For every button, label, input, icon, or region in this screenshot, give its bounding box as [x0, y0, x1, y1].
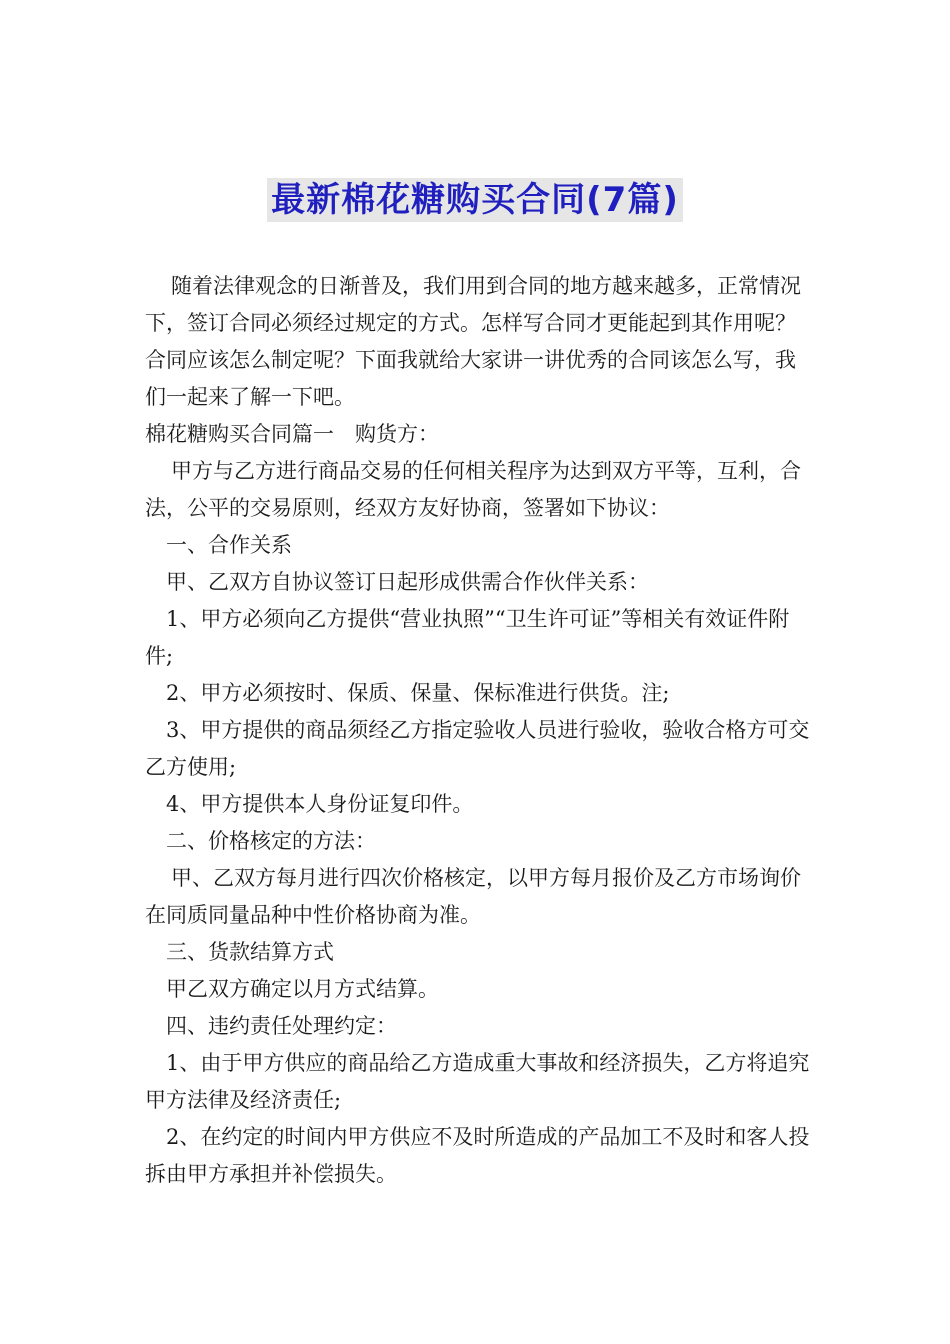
clause-item: 2、在约定的时间内甲方供应不及时所造成的产品加工不及时和客人投拆由甲方承担并补偿损失。 — [145, 1125, 810, 1186]
clause-item: 2、甲方必须按时、保质、保量、保标准进行供货。注; — [166, 681, 670, 705]
clause-heading: 四、违约责任处理约定： — [166, 1014, 397, 1038]
clause-heading: 三、货款结算方式 — [166, 940, 334, 964]
clause-item: 1、由于甲方供应的商品给乙方造成重大事故和经济损失，乙方将追究甲方法律及经济责任; — [145, 1051, 810, 1112]
paragraph: 随着法律观念的日渐普及，我们用到合同的地方越来越多，正常情况下，签订合同必须经过规定的方式。怎样写合同才更能起到其作用呢？合同应该怎么制定呢？下面我就给大家讲一讲优秀的合同该怎么写，我们一起来了解一下吧。 — [145, 274, 801, 409]
clause-item: 1、甲方必须向乙方提供“营业执照”“卫生许可证”等相关有效证件附件; — [145, 607, 790, 668]
paragraph: 甲乙双方确定以月方式结算。 — [166, 977, 439, 1001]
document-body — [145, 268, 810, 1193]
paragraph: 甲方与乙方进行商品交易的任何相关程序为达到双方平等，互利，合法，公平的交易原则，经双方友好协商，签署如下协议： — [145, 459, 801, 520]
title-container — [0, 178, 950, 222]
clause-heading: 一、合作关系 — [166, 533, 292, 557]
section-heading: 棉花糖购买合同篇一 购货方： — [145, 422, 439, 446]
paragraph: 甲、乙双方每月进行四次价格核定，以甲方每月报价及乙方市场询价在同质同量品种中性价格协商为准。 — [145, 866, 801, 927]
document-title: 最新棉花糖购买合同(7篇) — [267, 178, 683, 222]
clause-item: 4、甲方提供本人身份证复印件。 — [166, 792, 474, 816]
clause-heading: 二、价格核定的方法： — [166, 829, 376, 853]
clause-item: 3、甲方提供的商品须经乙方指定验收人员进行验收，验收合格方可交乙方使用; — [145, 718, 810, 779]
paragraph: 甲、乙双方自协议签订日起形成供需合作伙伴关系： — [166, 570, 649, 594]
